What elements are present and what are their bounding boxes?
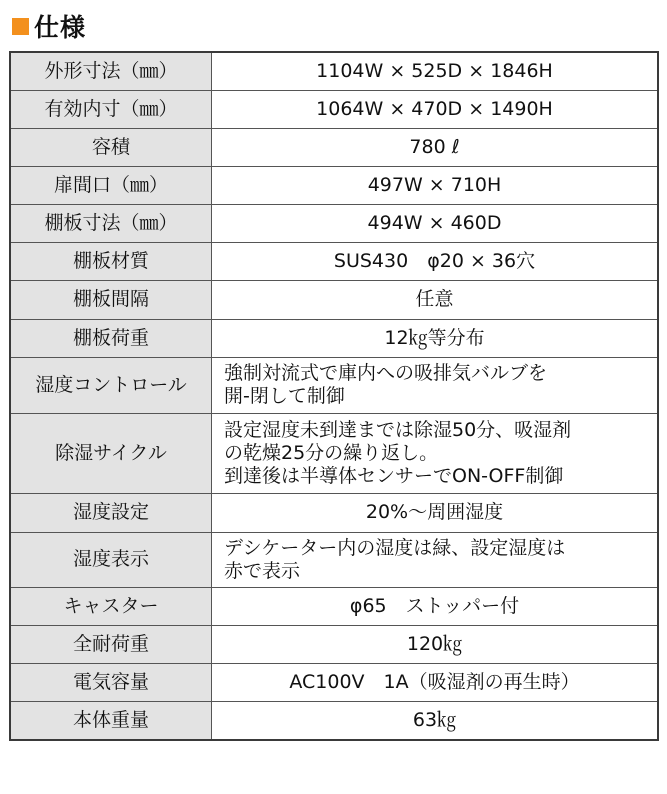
spec-label: 有効内寸（㎜）: [10, 90, 212, 128]
spec-value-line: 497W × 710H: [367, 173, 502, 196]
spec-row: [10, 493, 658, 532]
spec-value-line: 1064W × 470D × 1490H: [316, 97, 553, 120]
spec-row: [10, 701, 658, 740]
spec-value: [212, 587, 659, 625]
spec-value-line: 1104W × 525D × 1846H: [316, 59, 553, 82]
orange-square-icon: [12, 18, 29, 35]
spec-row: [10, 413, 658, 493]
spec-row: [10, 128, 658, 166]
spec-value: [212, 128, 659, 166]
spec-row: [10, 625, 658, 663]
spec-label: 除湿サイクル: [10, 413, 212, 493]
spec-value: [212, 532, 659, 587]
spec-row: [10, 280, 658, 319]
spec-label: 棚板材質: [10, 242, 212, 280]
spec-row: [10, 587, 658, 625]
spec-value: [212, 242, 659, 280]
section-title: 仕様: [34, 13, 87, 42]
spec-value: [212, 493, 659, 532]
spec-label: 棚板間隔: [10, 280, 212, 319]
spec-value: [212, 52, 659, 90]
spec-label: 棚板荷重: [10, 319, 212, 357]
spec-label: 本体重量: [10, 701, 212, 740]
spec-row: [10, 357, 658, 413]
spec-value-line: の乾燥25分の繰り返し。: [224, 441, 439, 464]
section-heading: [12, 8, 86, 44]
spec-value-line: 494W × 460D: [367, 211, 502, 234]
spec-value: [212, 204, 659, 242]
spec-value-line: 強制対流式で庫内への吸排気バルブを: [224, 362, 548, 384]
spec-value: [212, 625, 659, 663]
spec-label: 電気容量: [10, 663, 212, 701]
spec-label: キャスター: [10, 587, 212, 625]
spec-label: 扉間口（㎜）: [10, 166, 212, 204]
spec-row: [10, 90, 658, 128]
spec-value-line: デシケーター内の湿度は緑、設定湿度は: [224, 536, 566, 559]
spec-label: 湿度表示: [10, 532, 212, 587]
spec-value-line: 780 ℓ: [409, 135, 460, 158]
spec-label: 湿度コントロール: [10, 357, 212, 413]
spec-row: [10, 52, 658, 90]
spec-label: 全耐荷重: [10, 625, 212, 663]
spec-row: [10, 319, 658, 357]
spec-label: 外形寸法（㎜）: [10, 52, 212, 90]
spec-value: [212, 701, 659, 740]
spec-label: 棚板寸法（㎜）: [10, 204, 212, 242]
spec-value-line: 63㎏: [412, 708, 457, 731]
spec-value: [212, 357, 659, 413]
spec-value: [212, 166, 659, 204]
spec-value: [212, 413, 659, 493]
spec-row: [10, 242, 658, 280]
spec-value-line: 12㎏等分布: [384, 326, 485, 349]
spec-value-line: φ65 ストッパー付: [349, 594, 520, 617]
spec-row: [10, 204, 658, 242]
spec-value-line: SUS430 φ20 × 36穴: [333, 249, 536, 272]
spec-label: 容積: [10, 128, 212, 166]
spec-row: [10, 532, 658, 587]
spec-value-line: 20%〜周囲湿度: [365, 501, 504, 523]
spec-value: [212, 280, 659, 319]
spec-label: 湿度設定: [10, 493, 212, 532]
spec-value: [212, 319, 659, 357]
spec-value-line: 設定湿度未到達までは除湿50分、吸湿剤: [224, 418, 572, 441]
spec-value: [212, 90, 659, 128]
spec-value-line: 120㎏: [406, 632, 463, 655]
spec-value-line: 任意: [415, 288, 454, 310]
spec-row: [10, 166, 658, 204]
spec-row: [10, 663, 658, 701]
spec-value-line: 開-閉して制御: [224, 385, 345, 407]
spec-table: [9, 51, 659, 741]
spec-value-line: 到達後は半導体センサーでON-OFF制御: [224, 464, 564, 487]
spec-value-line: AC100V 1A（吸湿剤の再生時）: [289, 670, 580, 693]
spec-value-line: 赤で表示: [224, 559, 301, 582]
spec-value: [212, 663, 659, 701]
